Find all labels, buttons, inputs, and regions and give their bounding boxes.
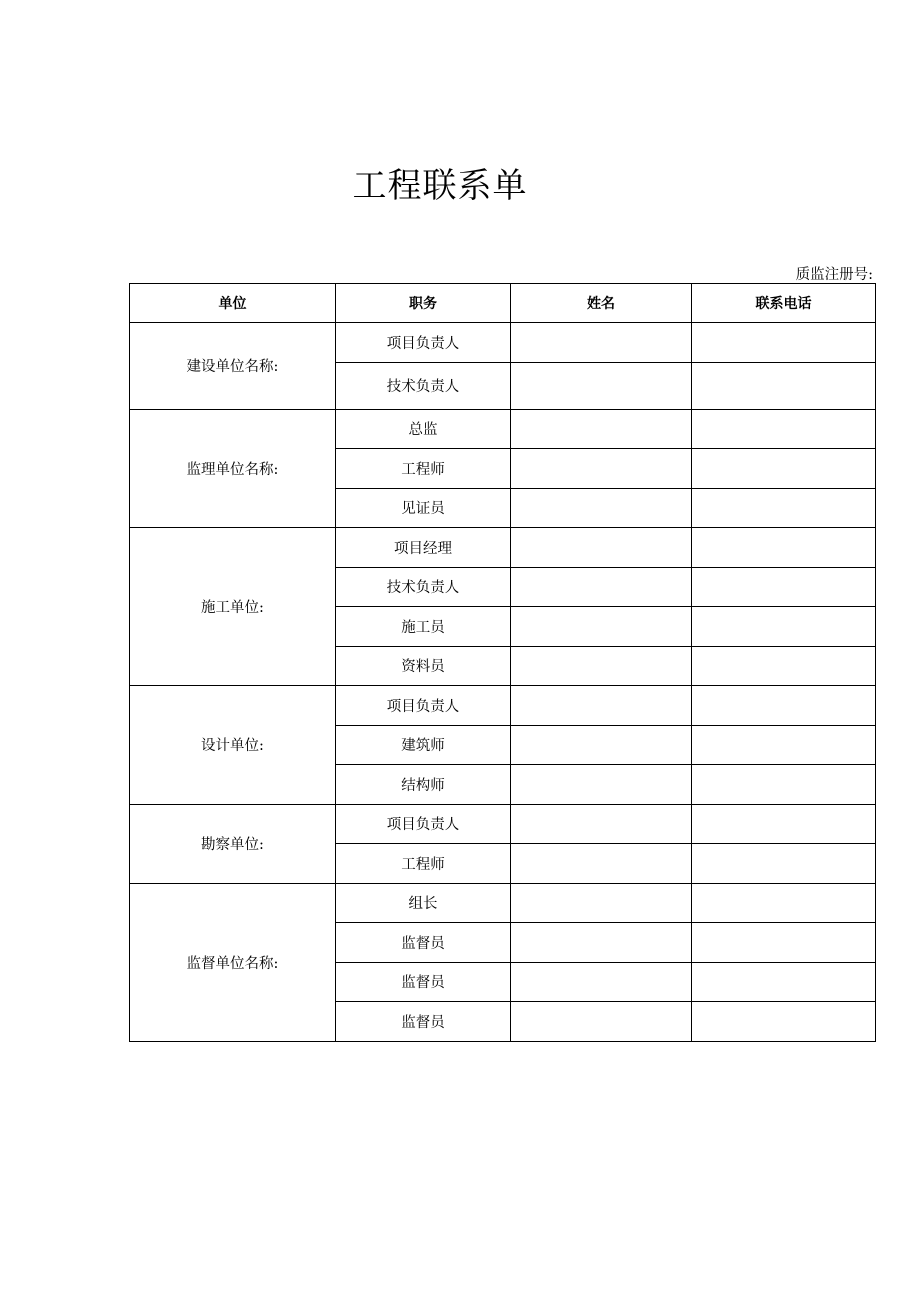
role-cell: 监督员 [336,923,511,963]
role-cell: 结构师 [336,765,511,805]
table-row [130,686,876,726]
header-unit: 单位 [130,284,336,323]
role-cell: 资料员 [336,646,511,686]
unit-name-cell: 设计单位: [130,686,336,805]
name-cell[interactable] [511,765,692,805]
role-cell: 组长 [336,883,511,923]
contacts-table [129,283,876,1042]
phone-cell[interactable] [692,962,876,1002]
unit-name-cell: 监理单位名称: [130,409,336,528]
table-row [130,323,876,363]
unit-name-cell: 监督单位名称: [130,883,336,1041]
role-cell: 监督员 [336,1002,511,1042]
unit-name-cell: 施工单位: [130,528,336,686]
name-cell[interactable] [511,646,692,686]
header-name: 姓名 [511,284,692,323]
phone-cell[interactable] [692,607,876,647]
table-row [130,528,876,568]
phone-cell[interactable] [692,844,876,884]
name-cell[interactable] [511,883,692,923]
role-cell: 项目负责人 [336,686,511,726]
phone-cell[interactable] [692,883,876,923]
phone-cell[interactable] [692,1002,876,1042]
name-cell[interactable] [511,1002,692,1042]
name-cell[interactable] [511,567,692,607]
name-cell[interactable] [511,962,692,1002]
name-cell[interactable] [511,409,692,449]
header-phone: 联系电话 [692,284,876,323]
role-cell: 项目负责人 [336,323,511,363]
phone-cell[interactable] [692,804,876,844]
phone-cell[interactable] [692,686,876,726]
table-row [130,409,876,449]
name-cell[interactable] [511,686,692,726]
role-cell: 工程师 [336,449,511,489]
name-cell[interactable] [511,488,692,528]
phone-cell[interactable] [692,528,876,568]
role-cell: 监督员 [336,962,511,1002]
header-position: 职务 [336,284,511,323]
phone-cell[interactable] [692,725,876,765]
role-cell: 技术负责人 [336,362,511,409]
role-cell: 技术负责人 [336,567,511,607]
phone-cell[interactable] [692,923,876,963]
name-cell[interactable] [511,528,692,568]
role-cell: 见证员 [336,488,511,528]
name-cell[interactable] [511,923,692,963]
phone-cell[interactable] [692,323,876,363]
table-row [130,883,876,923]
phone-cell[interactable] [692,362,876,409]
role-cell: 项目经理 [336,528,511,568]
unit-name-cell: 勘察单位: [130,804,336,883]
name-cell[interactable] [511,725,692,765]
phone-cell[interactable] [692,449,876,489]
phone-cell[interactable] [692,646,876,686]
document-title: 工程联系单 [352,166,528,206]
phone-cell[interactable] [692,488,876,528]
table-header-row [130,284,876,323]
name-cell[interactable] [511,323,692,363]
name-cell[interactable] [511,449,692,489]
phone-cell[interactable] [692,765,876,805]
name-cell[interactable] [511,362,692,409]
phone-cell[interactable] [692,409,876,449]
role-cell: 工程师 [336,844,511,884]
role-cell: 施工员 [336,607,511,647]
registration-number-label: 质监注册号: [795,267,873,283]
unit-name-cell: 建设单位名称: [130,323,336,410]
name-cell[interactable] [511,804,692,844]
role-cell: 总监 [336,409,511,449]
name-cell[interactable] [511,607,692,647]
table-row [130,804,876,844]
role-cell: 建筑师 [336,725,511,765]
role-cell: 项目负责人 [336,804,511,844]
name-cell[interactable] [511,844,692,884]
phone-cell[interactable] [692,567,876,607]
